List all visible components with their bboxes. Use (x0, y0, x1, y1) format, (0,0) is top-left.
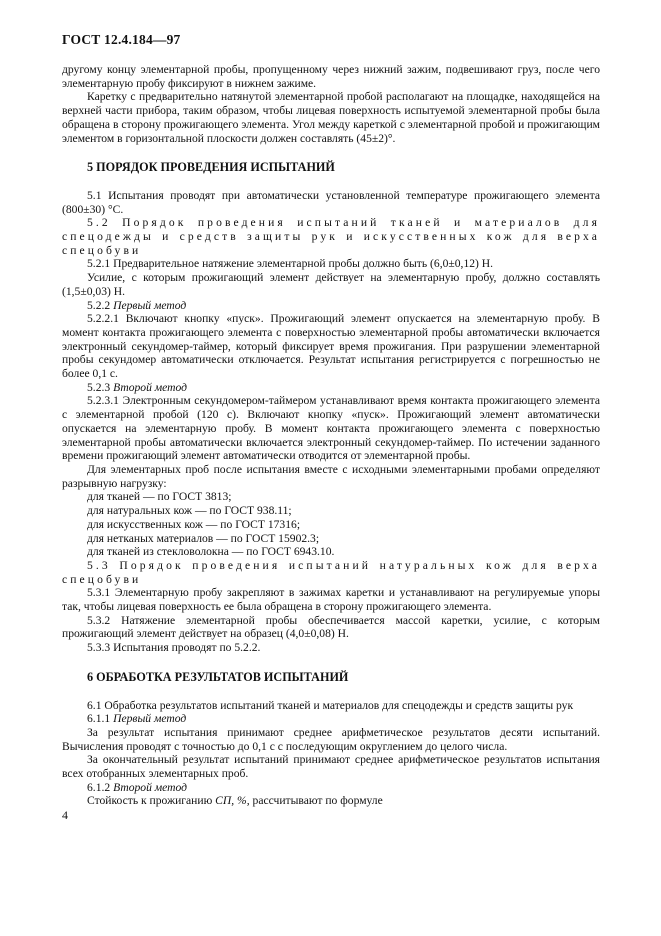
paragraph-5-2-1-force: Усилие, с которым прожигающий элемент действует на элементарную пробу, должно составлять (1,5±0,03) Н. (62, 271, 600, 298)
method-title: Первый метод (113, 298, 187, 312)
paragraph-5-3-3: 5.3.3 Испытания проводят по 5.2.2. (87, 641, 261, 655)
paragraph-6-1-1-b: За окончательный результат испытаний принимают среднее арифметическое результатов испытания всех отобранных элементарных проб. (62, 753, 600, 781)
formula-variable: СП, %, (215, 794, 250, 808)
paragraph-6-1-1-a: За результат испытания принимают среднее арифметическое результатов десяти испытаний. Вычисления проводят с точностью до 0,1 с с последующим округлением до целого числа. (62, 725, 600, 753)
paragraph-6-1-2 (62, 781, 600, 795)
page-number: 4 (62, 808, 68, 822)
list-item: для искусственных кож — по ГОСТ 17316; (87, 517, 301, 531)
formula-intro: Стойкость к прожиганию (87, 794, 216, 808)
clause-number: 5.2.3 (87, 380, 111, 394)
document-body (62, 63, 600, 808)
list-item: для нетканых материалов — по ГОСТ 15902.3; (87, 531, 320, 545)
paragraph-5-2-2-1: 5.2.2.1 Включают кнопку «пуск». Прожигающий элемент опускается на элементарную пробу. В момент контакта прожигающего элемента с поверхностью элементарной пробы автоматически включается электронный секундомер-таймер, который фиксирует время прожигания. При разрушении элементарной пробы секундомер автоматически отключается. Результат испытания регистрируется с погрешностью не более 0,1 с. (62, 312, 600, 381)
list-item: для натуральных кож — по ГОСТ 938.11; (87, 504, 292, 518)
paragraph-5-3-1: 5.3.1 Элементарную пробу закрепляют в зажимах каретки и устанавливают на регулируемые упоры так, чтобы лицевая поверхность ее была обращена в сторону прожигающего элемента. (62, 586, 600, 614)
paragraph-6-1-1 (62, 712, 600, 726)
paragraph-5-3-2: 5.3.2 Натяжение элементарной пробы обеспечивается массой каретки, усилие, с которым прожигающий элемент действует на образец (4,0±0,08) Н. (62, 613, 600, 641)
document-id: ГОСТ 12.4.184—97 (62, 32, 181, 47)
clause-number: 5.2.2 (87, 298, 111, 312)
section-5-heading: 5 ПОРЯДОК ПРОВЕДЕНИЯ ИСПЫТАНИЙ (87, 160, 335, 175)
paragraph-5-2-2 (62, 299, 600, 313)
paragraph-breaking-load: Для элементарных проб после испытания вместе с исходными элементарными пробами определяют разрывную нагрузку: (62, 462, 600, 490)
paragraph-5-1: 5.1 Испытания проводят при автоматически установленной температуре прожигающего элемента (800±30) °С. (62, 188, 600, 216)
standards-list (62, 490, 600, 559)
method-title: Первый метод (113, 712, 187, 726)
paragraph-top-1: другому концу элементарной пробы, пропущенному через нижний зажим, подвешивают груз, после чего элементарную пробу фиксируют в нижнем зажиме. (62, 63, 600, 90)
paragraph-5-2-3 (62, 381, 600, 395)
paragraph-5-2-3-1: 5.2.3.1 Электронным секундомером-таймером устанавливают время контакта прожигающего элемента с элементарной пробой (120 с). Включают кнопку «пуск». Прожигающий элемент автоматически опускается на элементарную пробу. В момент контакта прожигающего элемента с поверхностью элементарной пробы автоматически включается электронный секундомер-таймер. По истечении заданного времени прожигающий элемент автоматически отводится от элементарной пробы. (62, 394, 600, 463)
method-title: Второй метод (113, 380, 188, 394)
paragraph-6-1: 6.1 Обработка результатов испытаний тканей и материалов для спецодежды и средств защиты рук (87, 698, 574, 712)
list-item: для тканей — по ГОСТ 3813; (87, 490, 232, 504)
list-item: для тканей из стекловолокна — по ГОСТ 6943.10. (87, 545, 335, 559)
paragraph-5-2-1: 5.2.1 Предварительное натяжение элементарной пробы должно быть (6,0±0,12) Н. (87, 257, 494, 271)
clause-number: 6.1.1 (87, 712, 111, 726)
paragraph-5-2: 5.2 Порядок проведения испытаний тканей и материалов для спецодежды и средств защиты рук и искусственных кож для верха спецобуви (62, 216, 600, 257)
paragraph-top-2: Каретку с предварительно натянутой элементарной пробой располагают на площадке, находящейся на верхней части прибора, таким образом, чтобы лицевая поверхность испытуемой элементарной пробы была обращена в сторону прожигающего элемента. Угол между кареткой с элементарной пробой и прожигающим элементом в горизонтальной плоскости должен составлять (45±2)°. (62, 90, 600, 145)
clause-number: 6.1.2 (87, 780, 111, 794)
formula-intro-end: рассчитывают по формуле (249, 794, 383, 808)
paragraph-5-3: 5.3 Порядок проведения испытаний натуральных кож для верха спецобуви (62, 558, 600, 586)
section-6-heading: 6 ОБРАБОТКА РЕЗУЛЬТАТОВ ИСПЫТАНИЙ (87, 669, 349, 684)
method-title: Второй метод (113, 780, 188, 794)
paragraph-6-1-2-a (62, 794, 600, 808)
